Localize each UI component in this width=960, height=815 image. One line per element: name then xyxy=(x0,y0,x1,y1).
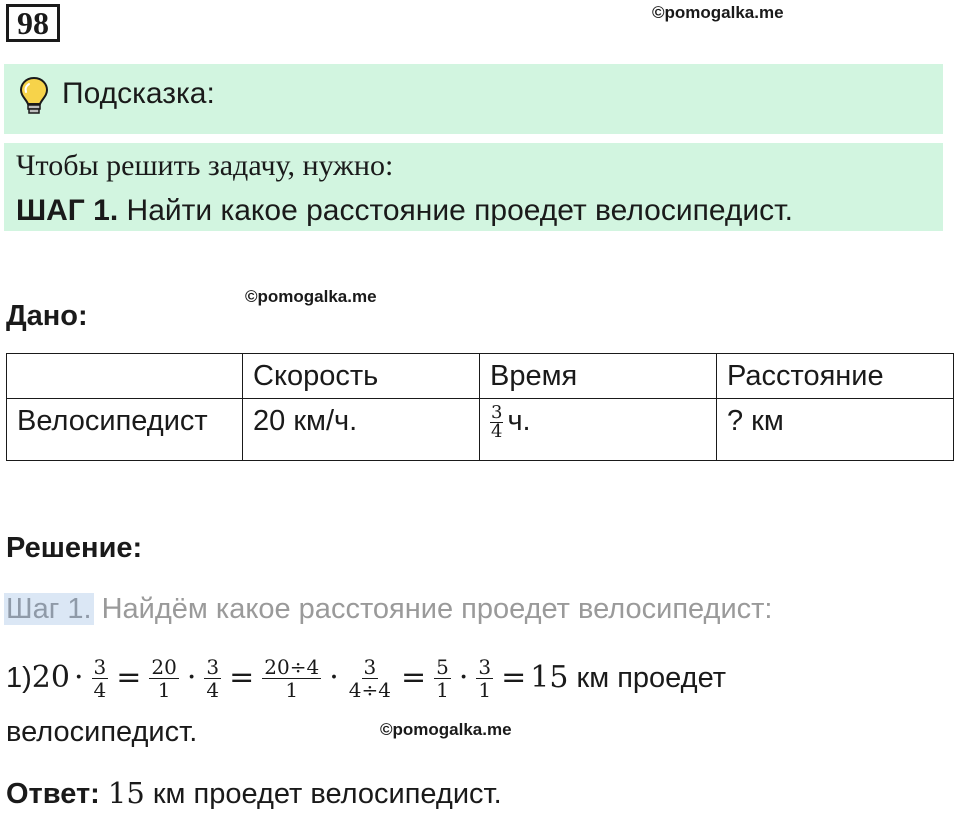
hint-step-text: Найти какое расстояние проедет велосипедист. xyxy=(118,194,793,227)
equation-line: 1) 20 · $\frac{3}{4}$ = $\frac{20}{1}$ · $\frac{3}{4}$ = $\frac{20\div 4}{1}$ · $\frac{3}{4\div 4}$ = $\frac{5}{1}$ · $\frac{3}{1}$ = 15 км проедет xyxy=(6,648,726,708)
answer-value: 15 xyxy=(107,776,145,810)
equation-tail: км проедет xyxy=(568,662,727,694)
solution-step xyxy=(4,589,772,629)
given-heading: Дано: xyxy=(6,300,88,332)
fraction: $\frac{3}{4\div 4}$ xyxy=(348,654,391,702)
equation-line-continued: велосипедист. xyxy=(6,716,198,748)
header-cell-distance: Расстояние xyxy=(717,354,954,399)
answer-line xyxy=(6,773,502,814)
header-cell-time: Время xyxy=(480,354,717,399)
header-cell-empty xyxy=(7,354,243,399)
table-row xyxy=(7,399,954,461)
hint-title: Подсказка: xyxy=(62,77,215,110)
table-header-row xyxy=(7,354,954,399)
problem-number: 98 xyxy=(6,4,60,42)
answer-label: Ответ: xyxy=(6,778,100,810)
equation-result: 15 xyxy=(530,660,569,695)
hint-intro: Чтобы решить задачу, нужно: xyxy=(16,149,394,182)
hint-step-label: ШАГ 1. xyxy=(16,194,119,227)
cell-distance: ? км xyxy=(717,399,954,461)
equation-prefix: 1) xyxy=(6,662,32,694)
fraction: $\frac{3}{4}$ xyxy=(93,654,107,702)
time-fraction: $\frac{3}{4}$ xyxy=(491,401,503,442)
lightbulb-icon xyxy=(18,76,50,116)
given-table xyxy=(6,353,954,461)
time-unit: ч. xyxy=(507,405,531,437)
fraction: $\frac{3}{1}$ xyxy=(478,654,492,702)
equation-number: 20 xyxy=(31,660,70,695)
solution-heading: Решение: xyxy=(6,532,143,564)
solution-step-label: Шаг 1. xyxy=(6,593,92,625)
fraction: $\frac{3}{4}$ xyxy=(206,654,220,702)
watermark-top: ©pomogalka.me xyxy=(652,3,784,22)
header-cell-speed: Скорость xyxy=(243,354,480,399)
fraction: $\frac{20\div 4}{1}$ xyxy=(264,654,320,702)
watermark-bottom: ©pomogalka.me xyxy=(380,720,512,739)
watermark-middle: ©pomogalka.me xyxy=(245,287,377,306)
answer-text: км проедет велосипедист. xyxy=(144,778,502,810)
fraction: $\frac{20}{1}$ xyxy=(151,654,177,702)
cell-name: Велосипедист xyxy=(7,399,243,461)
cell-speed: 20 км/ч. xyxy=(243,399,480,461)
cell-time xyxy=(480,399,717,461)
fraction: $\frac{5}{1}$ xyxy=(436,654,449,702)
hint-step xyxy=(16,191,793,231)
solution-step-text: Найдём какое расстояние проедет велосипедист: xyxy=(93,593,773,625)
